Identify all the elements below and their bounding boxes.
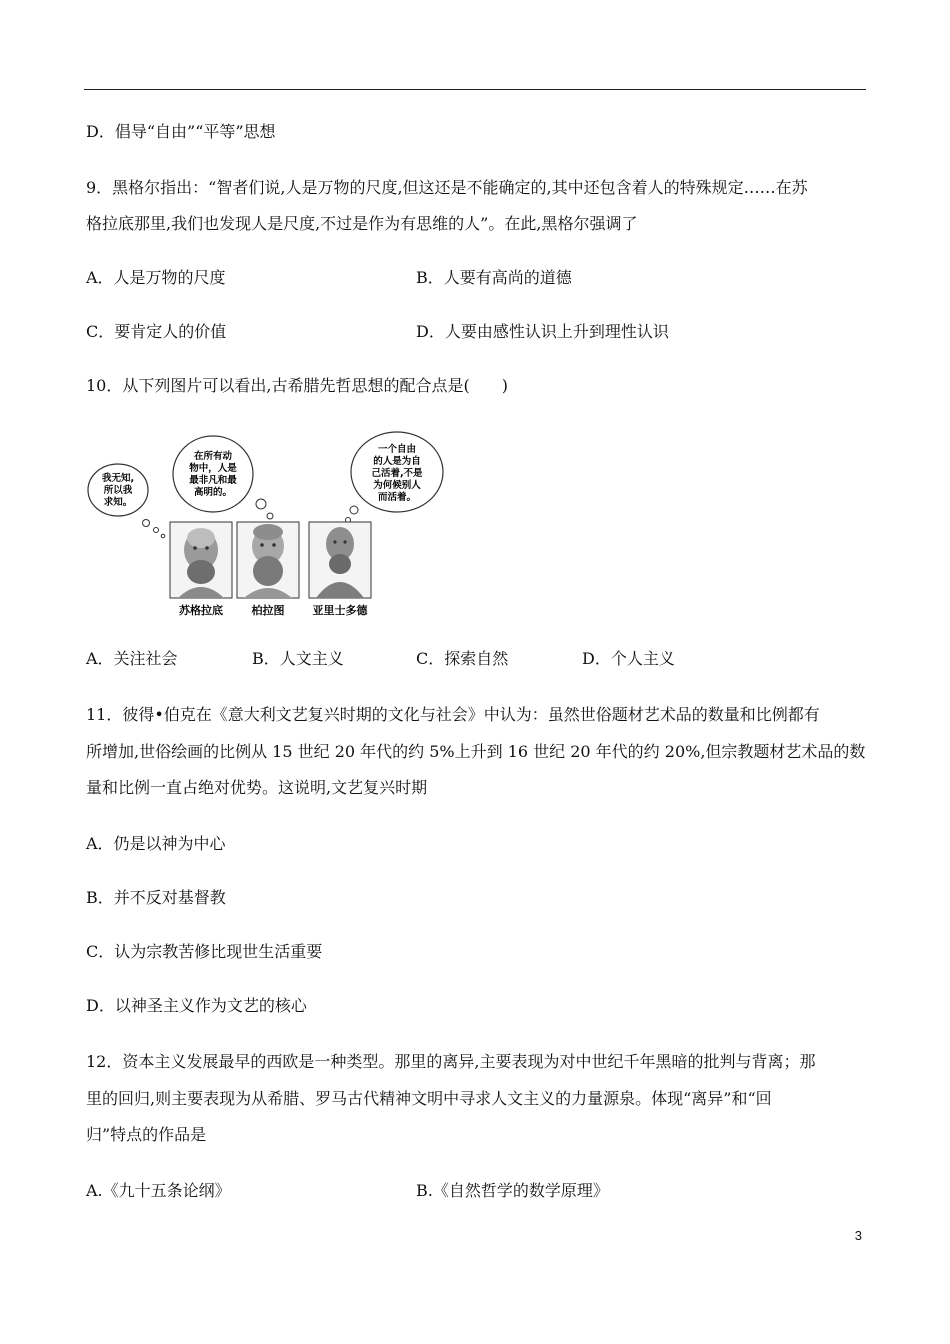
bubble3-line4: 为何候别人 bbox=[373, 480, 421, 491]
q10-option-a: A．关注社会 bbox=[86, 649, 178, 668]
q10-stem: 10．从下列图片可以看出,古希腊先哲思想的配合点是( ) bbox=[86, 376, 508, 395]
bubble3-line5: 而活着。 bbox=[377, 492, 417, 503]
caption-socrates: 苏格拉底 bbox=[179, 604, 223, 617]
q10-option-b: B．人文主义 bbox=[252, 649, 344, 668]
q12-stem-line2: 里的回归,则主要表现为从希腊、罗马古代精神文明中寻求人文主义的力量源泉。体现“离异”和“回 bbox=[86, 1089, 772, 1108]
q9-option-b: B．人要有高尚的道德 bbox=[416, 268, 572, 287]
bubble3-line1: 一个自由 bbox=[377, 444, 417, 455]
q9-option-a: A．人是万物的尺度 bbox=[86, 268, 226, 287]
aristotle-thought-bubble bbox=[346, 432, 444, 523]
q9-option-c: C．要肯定人的价值 bbox=[86, 322, 227, 341]
bubble2-line1: 在所有动 bbox=[193, 451, 233, 462]
plato-portrait bbox=[237, 522, 299, 598]
q11-stem-line1: 11．彼得•伯克在《意大利文艺复兴时期的文化与社会》中认为：虽然世俗题材艺术品的数量和比例都有 bbox=[86, 705, 820, 724]
socrates-speech-bubble bbox=[88, 464, 165, 538]
q12-option-b: B.《自然哲学的数学原理》 bbox=[416, 1181, 609, 1200]
q10-option-d: D．个人主义 bbox=[582, 649, 675, 668]
q9-stem-line1: 9．黑格尔指出：“智者们说,人是万物的尺度,但这还是不能确定的,其中还包含着人的特殊规定……在苏 bbox=[86, 178, 808, 197]
q10-option-c: C．探索自然 bbox=[416, 649, 509, 668]
q11-option-b: B．并不反对基督教 bbox=[86, 888, 226, 907]
q8-option-d: D．倡导“自由”“平等”思想 bbox=[86, 122, 276, 141]
q11-option-c: C．认为宗教苦修比现世生活重要 bbox=[86, 942, 323, 961]
page-number: 3 bbox=[854, 1228, 862, 1243]
q12-stem-line3: 归”特点的作品是 bbox=[86, 1125, 207, 1144]
bubble3-line2: 的人是为自 bbox=[373, 456, 421, 467]
q9-stem-line2: 格拉底那里,我们也发现人是尺度,不过是作为有思维的人”。在此,黑格尔强调了 bbox=[86, 214, 638, 233]
caption-aristotle: 亚里士多德 bbox=[312, 604, 368, 617]
bubble1-line1: 我无知, bbox=[101, 473, 135, 484]
q11-option-d: D．以神圣主义作为文艺的核心 bbox=[86, 996, 307, 1015]
bubble2-line3: 最非凡和最 bbox=[189, 475, 237, 486]
header-rule bbox=[84, 89, 866, 90]
q12-option-a: A.《九十五条论纲》 bbox=[86, 1181, 231, 1200]
q11-stem-line2: 所增加,世俗绘画的比例从 15 世纪 20 年代的约 5%上升到 16 世纪 20 年代的约 20%,但宗教题材艺术品的数 bbox=[86, 742, 866, 761]
bubble1-line3: 求知。 bbox=[103, 497, 133, 508]
q11-stem-line3: 量和比例一直占绝对优势。这说明,文艺复兴时期 bbox=[86, 778, 428, 797]
q12-stem-line1: 12．资本主义发展最早的西欧是一种类型。那里的离异,主要表现为对中世纪千年黑暗的批判与背离；那 bbox=[86, 1052, 816, 1071]
bubble2-line2: 物中，人是 bbox=[189, 463, 237, 474]
socrates-portrait bbox=[170, 522, 232, 598]
bubble2-line4: 高明的。 bbox=[193, 487, 233, 498]
q11-option-a: A．仍是以神为中心 bbox=[86, 834, 226, 853]
plato-thought-bubble bbox=[173, 436, 277, 526]
q9-option-d: D．人要由感性认识上升到理性认识 bbox=[416, 322, 669, 341]
aristotle-portrait bbox=[309, 522, 371, 598]
bubble3-line3: 己活着,不是 bbox=[371, 468, 423, 479]
caption-plato: 柏拉图 bbox=[251, 604, 285, 617]
bubble1-line2: 所以我 bbox=[103, 485, 133, 496]
philosophers-figure bbox=[86, 426, 446, 622]
